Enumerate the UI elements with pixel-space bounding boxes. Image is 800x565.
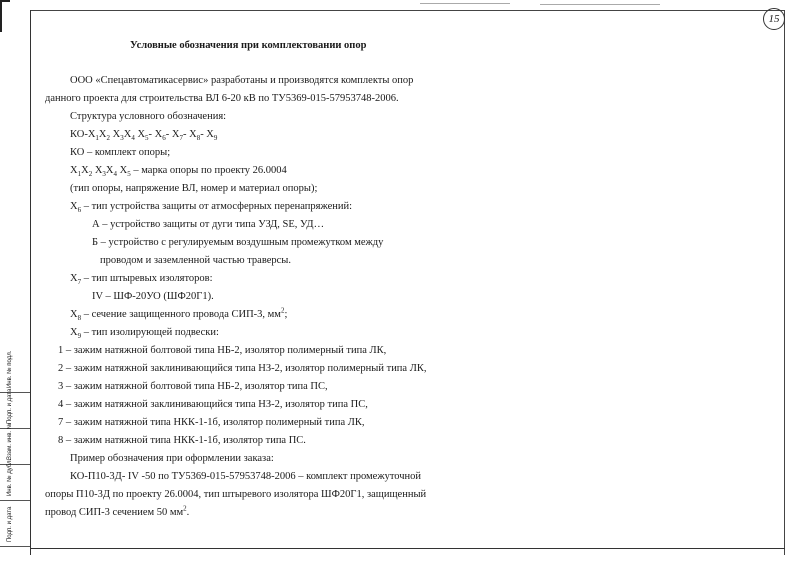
binding-label: Взам. инв. № bbox=[7, 422, 13, 460]
x8-definition: $Х_8$ – сечение защищенного провода СИП-3, $мм^2$; bbox=[70, 306, 288, 323]
binding-label: Инв. № дубл. bbox=[7, 458, 13, 496]
page-number: 15 bbox=[763, 8, 785, 30]
example-heading: Пример обозначения при оформлении заказа: bbox=[70, 453, 274, 464]
marka-note: (тип опоры, напряжение ВЛ, номер и материал опоры); bbox=[70, 183, 318, 194]
binding-label: Подп. и дата bbox=[7, 388, 13, 424]
x7-option: IV – ШФ-20УО (ШФ20Г1). bbox=[92, 291, 214, 302]
x9-item: 4 – зажим натяжной заклинивающийся типа НЗ-2, изолятор типа ПС, bbox=[58, 399, 368, 410]
x6-option-b: Б – устройство с регулируемым воздушным промежутком между bbox=[92, 237, 384, 248]
x9-item: 7 – зажим натяжной типа НКК-1-1б, изолятор полимерный типа ЛК, bbox=[58, 417, 365, 428]
scan-artifact bbox=[540, 4, 660, 5]
structure-heading: Структура условного обозначения: bbox=[70, 111, 227, 122]
x6-option-b-cont: проводом и заземленной частью траверсы. bbox=[100, 255, 291, 266]
example-line-2: опоры П10-3Д по проекту 26.0004, тип штыревого изолятора ШФ20Г1, защищенный bbox=[45, 489, 427, 500]
intro-line-2: данного проекта для строительства ВЛ 6-20 кВ по ТУ5369-015-57953748-2006. bbox=[45, 93, 399, 104]
page-title: Условные обозначения при комплектовании опор bbox=[130, 40, 367, 51]
formula: $КО-Х_1Х_2$ $Х_3Х_4$ $Х_5-$ $Х_6-$ $Х_7-$ $Х_8-$ $Х_9$ bbox=[70, 129, 218, 143]
scan-artifact bbox=[420, 3, 510, 4]
x9-item: 3 – зажим натяжной болтовой типа НБ-2, изолятор типа ПС, bbox=[58, 381, 328, 392]
x6-definition: $Х_6$ – тип устройства защиты от атмосферных перенапряжений: bbox=[70, 201, 353, 215]
corner-mark bbox=[0, 0, 10, 32]
example-line-1: КО-П10-3Д- IV -50 по ТУ5369-015-57953748-2006 – комплект промежуточной bbox=[70, 471, 422, 482]
x9-item: 2 – зажим натяжной заклинивающийся типа НЗ-2, изолятор полимерный типа ЛК, bbox=[58, 363, 427, 374]
x6-option-a: А – устройство защиты от дуги типа УЗД, SE, УД… bbox=[92, 219, 325, 230]
frame-bottom-border bbox=[30, 548, 785, 549]
intro-line-1: ООО «Спецавтоматикасервис» разработаны и производятся комплекты опор bbox=[70, 75, 414, 86]
marka-definition: $Х_1Х_2$ $Х_3Х_4$ $Х_5$ – марка опоры по проекту 26.0004 bbox=[70, 165, 287, 179]
ko-definition: КО – комплект опоры; bbox=[70, 147, 171, 158]
x9-item: 8 – зажим натяжной типа НКК-1-1б, изолятор типа ПС. bbox=[58, 435, 306, 446]
x7-definition: $Х_7$ – тип штыревых изоляторов: bbox=[70, 273, 213, 287]
frame-right-border bbox=[784, 10, 785, 555]
x9-definition: $Х_9$ – тип изолирующей подвески: bbox=[70, 327, 219, 341]
binding-strip bbox=[0, 350, 31, 546]
frame-top-border bbox=[30, 10, 785, 11]
example-line-3: провод СИП-3 сечением 50 $мм^2$. bbox=[45, 504, 190, 518]
binding-label: Подп. и дата bbox=[7, 506, 13, 542]
x9-item: 1 – зажим натяжной болтовой типа НБ-2, изолятор полимерный типа ЛК, bbox=[58, 345, 387, 356]
binding-label: Инв. № подл. bbox=[7, 350, 13, 388]
